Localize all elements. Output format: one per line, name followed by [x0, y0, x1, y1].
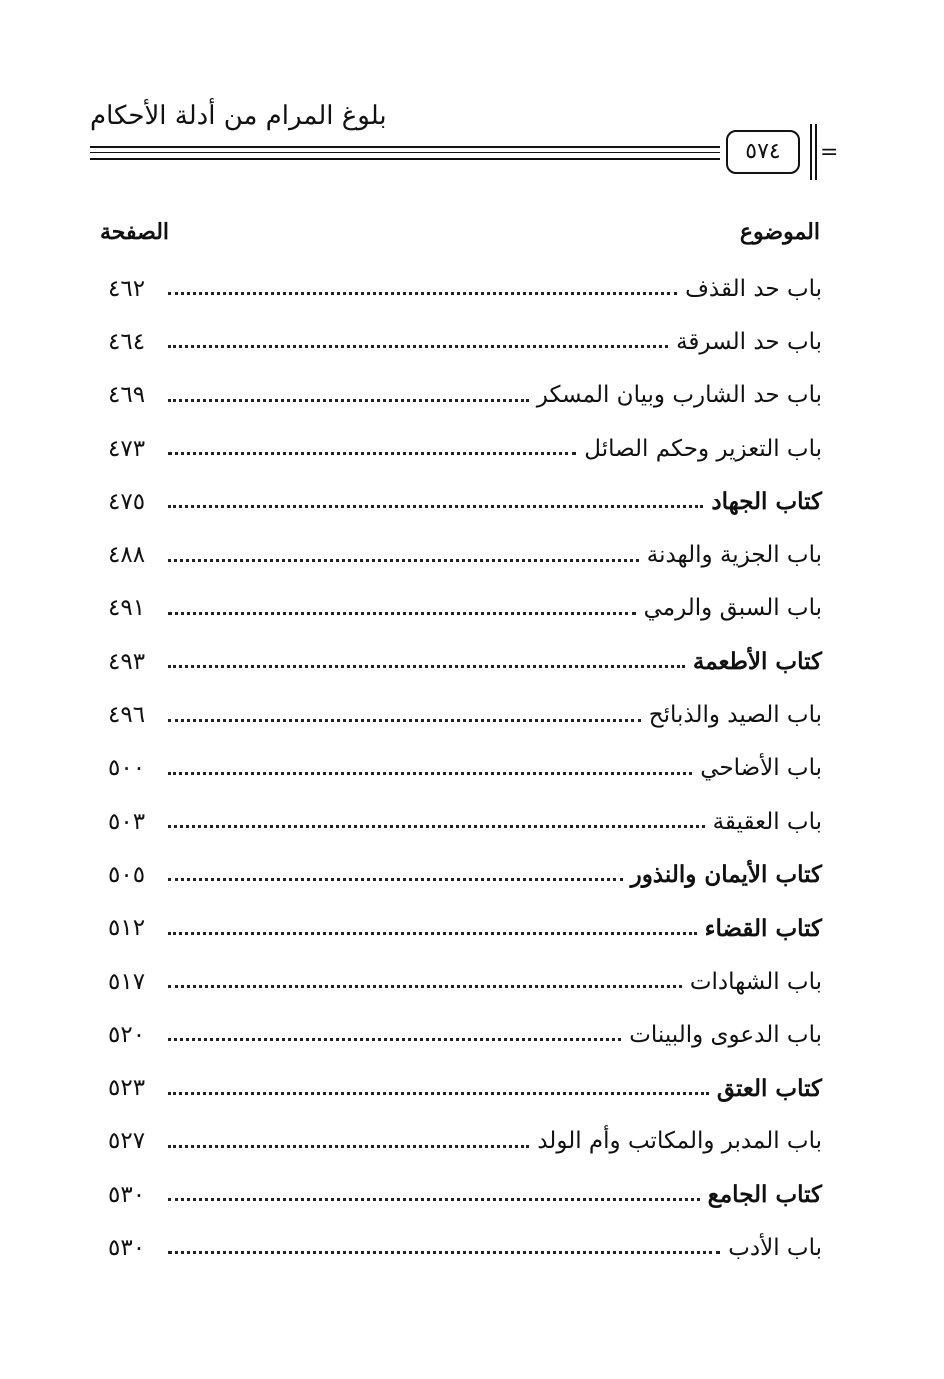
header-rule [90, 152, 720, 153]
toc-entry-title: كتاب الأيمان والنذور [630, 861, 822, 889]
dot-leader [168, 719, 641, 722]
dot-leader [168, 1092, 709, 1095]
toc-entry [108, 955, 822, 1008]
dot-leader [168, 1038, 621, 1041]
dot-leader [168, 345, 668, 348]
dot-leader [168, 985, 682, 988]
toc-entry [108, 635, 822, 688]
dot-leader [168, 932, 697, 935]
book-title: بلوغ المرام من أدلة الأحكام [90, 101, 387, 131]
dot-leader [168, 878, 623, 881]
toc-entry [108, 475, 822, 528]
toc-entry-title: كتاب القضاء [704, 914, 822, 942]
header-bar [810, 124, 812, 180]
dot-leader [168, 772, 692, 775]
toc-entry [108, 1008, 822, 1061]
table-of-contents [108, 262, 822, 1275]
toc-entry [108, 315, 822, 368]
toc-entry [108, 1115, 822, 1168]
toc-entry-page: ٥٣٠ [108, 1234, 146, 1261]
header-rule [90, 158, 720, 160]
toc-entry-title: باب المدبر والمكاتب وأم الولد [537, 1128, 822, 1155]
toc-entry-page: ٥٠٥ [108, 861, 146, 888]
toc-entry [108, 422, 822, 475]
page-column-heading: الصفحة [100, 219, 170, 245]
header-rule [90, 146, 720, 148]
dot-leader [168, 1145, 529, 1148]
toc-entry-page: ٤٨٨ [108, 542, 146, 569]
toc-entry [108, 902, 822, 955]
dot-leader [168, 665, 685, 668]
toc-entry [108, 1221, 822, 1274]
toc-entry-title: باب الأدب [728, 1234, 822, 1261]
dot-leader [168, 399, 529, 402]
toc-entry [108, 262, 822, 315]
toc-entry [108, 582, 822, 635]
toc-entry-page: ٥٢٣ [108, 1075, 146, 1102]
toc-entry-title: كتاب الجهاد [711, 488, 822, 516]
dot-leader [168, 1198, 700, 1201]
dot-leader [168, 825, 705, 828]
toc-entry-page: ٤٦٩ [108, 382, 146, 409]
dot-leader [168, 452, 576, 455]
toc-entry-title: باب حد الشارب وبيان المسكر [536, 382, 822, 409]
page-number: ٥٧٤ [726, 130, 800, 174]
header-mark: = [820, 140, 839, 165]
toc-entry-title: باب الأضاحي [700, 755, 822, 782]
toc-entry-title: كتاب الجامع [707, 1181, 822, 1209]
toc-entry-page: ٥٢٧ [108, 1128, 146, 1155]
toc-entry-page: ٥٣٠ [108, 1181, 146, 1208]
toc-entry [108, 688, 822, 741]
toc-entry-page: ٥١٧ [108, 968, 146, 995]
toc-entry-title: باب التعزير وحكم الصائل [584, 435, 822, 462]
topic-column-heading: الموضوع [739, 219, 820, 245]
dot-leader [168, 292, 677, 295]
toc-entry-title: باب الصيد والذبائح [648, 702, 822, 729]
toc-entry-page: ٥٠٠ [108, 755, 146, 782]
toc-entry-page: ٤٩١ [108, 595, 146, 622]
toc-entry [108, 795, 822, 848]
toc-entry-title: كتاب الأطعمة [692, 648, 822, 676]
toc-entry [108, 742, 822, 795]
toc-entry-title: باب الشهادات [689, 968, 822, 995]
toc-entry-page: ٤٦٢ [108, 275, 146, 302]
toc-entry-page: ٤٧٥ [108, 488, 146, 515]
toc-entry-page: ٤٦٤ [108, 328, 146, 355]
toc-entry-title: باب حد السرقة [676, 328, 822, 355]
toc-entry-page: ٤٩٣ [108, 648, 146, 675]
toc-entry [108, 848, 822, 901]
toc-entry-page: ٥٠٣ [108, 808, 146, 835]
toc-entry [108, 369, 822, 422]
dot-leader [168, 612, 636, 615]
toc-entry-title: باب الدعوى والبينات [629, 1021, 822, 1048]
toc-entry-page: ٥٢٠ [108, 1021, 146, 1048]
toc-entry [108, 1168, 822, 1221]
dot-leader [168, 505, 703, 508]
toc-entry-page: ٥١٢ [108, 915, 146, 942]
toc-entry-page: ٤٩٦ [108, 702, 146, 729]
header-bar [815, 124, 817, 180]
toc-entry-title: باب حد القذف [685, 275, 822, 302]
dot-leader [168, 559, 639, 562]
toc-entry [108, 528, 822, 581]
toc-entry-title: باب السبق والرمي [643, 595, 822, 622]
toc-entry-title: باب العقيقة [712, 808, 822, 835]
toc-entry-page: ٤٧٣ [108, 435, 146, 462]
dot-leader [168, 1251, 720, 1254]
toc-entry [108, 1061, 822, 1114]
toc-entry-title: باب الجزية والهدنة [646, 542, 822, 569]
toc-entry-title: كتاب العتق [716, 1074, 822, 1102]
